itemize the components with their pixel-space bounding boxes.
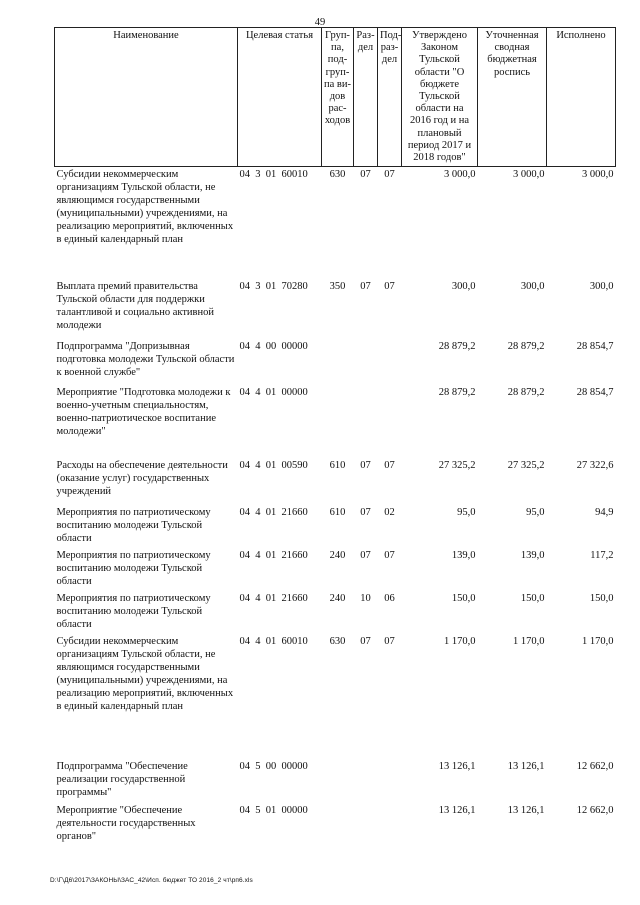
row-subsection: 07 (384, 549, 395, 561)
row-section: 07 (360, 169, 371, 181)
table-row (55, 803, 616, 843)
row-section (354, 385, 378, 458)
row-executed: 27 322,6 (576, 459, 614, 471)
row-executed: 12 662,0 (576, 760, 614, 772)
row-approved: 1 170,0 (444, 635, 476, 647)
row-approved: 28 879,2 (438, 386, 476, 398)
row-executed: 1 170,0 (582, 635, 614, 647)
row-target-article: 04 4 00 00000 (239, 340, 308, 352)
file-path-footer: D:\Г\Д6\2017\ЗАКОНЫ\ЗАС_42\Исп. бюджет ТО 2016_2 чт\рп6.xls (50, 877, 253, 884)
row-subsection (378, 339, 402, 385)
row-name: Выплата премий правительства Тульской области для поддержки талантливой и социально активной молодежи (56, 280, 214, 331)
row-approved: 28 879,2 (438, 340, 476, 352)
row-expense-group (322, 339, 354, 385)
row-subsection: 07 (384, 459, 395, 471)
table-row (55, 167, 616, 279)
row-expense-group: 630 (329, 635, 346, 647)
row-target-article: 04 4 01 21660 (239, 592, 308, 604)
row-executed: 28 854,7 (576, 386, 614, 398)
row-refined: 13 126,1 (507, 804, 545, 816)
row-section: 07 (360, 459, 371, 471)
row-approved: 150,0 (451, 592, 476, 604)
row-target-article: 04 4 01 00590 (239, 459, 308, 471)
row-subsection: 06 (384, 592, 395, 604)
table-row (55, 385, 616, 458)
row-subsection: 07 (384, 280, 395, 292)
row-section: 10 (360, 592, 371, 604)
header-executed: Исполнено (547, 28, 616, 167)
row-section: 07 (360, 506, 371, 518)
budget-table (54, 27, 616, 843)
row-section: 07 (360, 549, 371, 561)
row-expense-group: 610 (329, 459, 346, 471)
row-subsection (378, 759, 402, 803)
table-row (55, 634, 616, 759)
header-target-article: Целевая статья (238, 28, 322, 167)
row-expense-group: 610 (329, 506, 346, 518)
row-name: Субсидии некоммерческим организациям Тульской области, не являющимся государственными (муниципальными) учреждениями, на реализацию мероприятий, включенных в единый календарный план (56, 635, 234, 712)
table-row (55, 548, 616, 591)
row-approved: 13 126,1 (438, 760, 476, 772)
row-name: Мероприятие "Обеспечение деятельности государственных органов" (56, 804, 196, 842)
row-refined: 300,0 (520, 280, 545, 292)
row-executed: 28 854,7 (576, 340, 614, 352)
row-refined: 28 879,2 (507, 340, 545, 352)
row-refined: 13 126,1 (507, 760, 545, 772)
row-approved: 27 325,2 (438, 459, 476, 471)
row-name: Мероприятие "Подготовка молодежи к военно-учетным специальностям, военно-патриотическое воспитание молодежи" (56, 386, 231, 437)
table-body (55, 167, 616, 843)
row-approved: 95,0 (457, 506, 476, 518)
table-row (55, 759, 616, 803)
row-target-article: 04 3 01 60010 (239, 169, 308, 181)
row-executed: 12 662,0 (576, 804, 614, 816)
row-target-article: 04 4 01 00000 (239, 386, 308, 398)
row-target-article: 04 4 01 21660 (239, 549, 308, 561)
row-approved: 13 126,1 (438, 804, 476, 816)
row-section (354, 759, 378, 803)
row-name: Мероприятия по патриотическому воспитанию молодежи Тульской области (56, 592, 211, 630)
row-name: Расходы на обеспечение деятельности (оказание услуг) государственных учреждений (56, 459, 228, 497)
page-number: 49 (314, 17, 326, 28)
row-refined: 150,0 (520, 592, 545, 604)
row-refined: 1 170,0 (513, 635, 545, 647)
row-approved: 300,0 (451, 280, 476, 292)
header-refined: Уточненная сводная бюджетная роспись (478, 28, 547, 167)
row-expense-group: 350 (329, 280, 346, 292)
row-name: Подпрограмма "Допризывная подготовка молодежи Тульской области к военной службе" (56, 340, 235, 378)
row-name: Субсидии некоммерческим организациям Тульской области, не являющимся государственными (муниципальными) учреждениями, на реализацию мероприятий, включенных в единый календарный план (56, 169, 234, 246)
header-expense-group: Груп-па, под-груп-па ви-дов рас-ходов (322, 28, 354, 167)
header-name: Наименование (55, 28, 238, 167)
row-expense-group: 630 (329, 169, 346, 181)
row-approved: 3 000,0 (444, 169, 476, 181)
row-section (354, 803, 378, 843)
row-refined: 28 879,2 (507, 386, 545, 398)
row-section (354, 339, 378, 385)
table-row (55, 339, 616, 385)
header-approved: Утверждено Законом Тульской области "О бюджете Тульской области на 2016 год и на плановый период 2017 и 2018 годов" (402, 28, 478, 167)
row-section: 07 (360, 635, 371, 647)
row-refined: 27 325,2 (507, 459, 545, 471)
row-target-article: 04 4 01 21660 (239, 506, 308, 518)
header-subsection: Под-раз-дел (378, 28, 402, 167)
table-row (55, 505, 616, 548)
table-row (55, 591, 616, 634)
row-name: Мероприятия по патриотическому воспитанию молодежи Тульской области (56, 549, 211, 587)
row-expense-group (322, 759, 354, 803)
row-name: Подпрограмма "Обеспечение реализации государственной программы" (56, 760, 188, 798)
row-refined: 95,0 (526, 506, 545, 518)
row-expense-group: 240 (329, 592, 346, 604)
row-subsection (378, 385, 402, 458)
row-executed: 150,0 (589, 592, 614, 604)
row-executed: 300,0 (589, 280, 614, 292)
table-row (55, 458, 616, 505)
row-expense-group (322, 385, 354, 458)
row-target-article: 04 5 00 00000 (239, 760, 308, 772)
row-expense-group (322, 803, 354, 843)
row-section: 07 (360, 280, 371, 292)
row-name: Мероприятия по патриотическому воспитанию молодежи Тульской области (56, 506, 211, 544)
row-executed: 94,9 (595, 506, 614, 518)
row-subsection (378, 803, 402, 843)
row-approved: 139,0 (451, 549, 476, 561)
header-row (55, 28, 616, 167)
row-subsection: 07 (384, 635, 395, 647)
row-target-article: 04 3 01 70280 (239, 280, 308, 292)
row-subsection: 02 (384, 506, 395, 518)
header-section: Раз-дел (354, 28, 378, 167)
row-subsection: 07 (384, 169, 395, 181)
row-refined: 139,0 (520, 549, 545, 561)
row-executed: 117,2 (590, 549, 614, 561)
table-row (55, 279, 616, 339)
row-executed: 3 000,0 (582, 169, 614, 181)
row-target-article: 04 5 01 00000 (239, 804, 308, 816)
row-refined: 3 000,0 (513, 169, 545, 181)
row-expense-group: 240 (329, 549, 346, 561)
row-target-article: 04 4 01 60010 (239, 635, 308, 647)
